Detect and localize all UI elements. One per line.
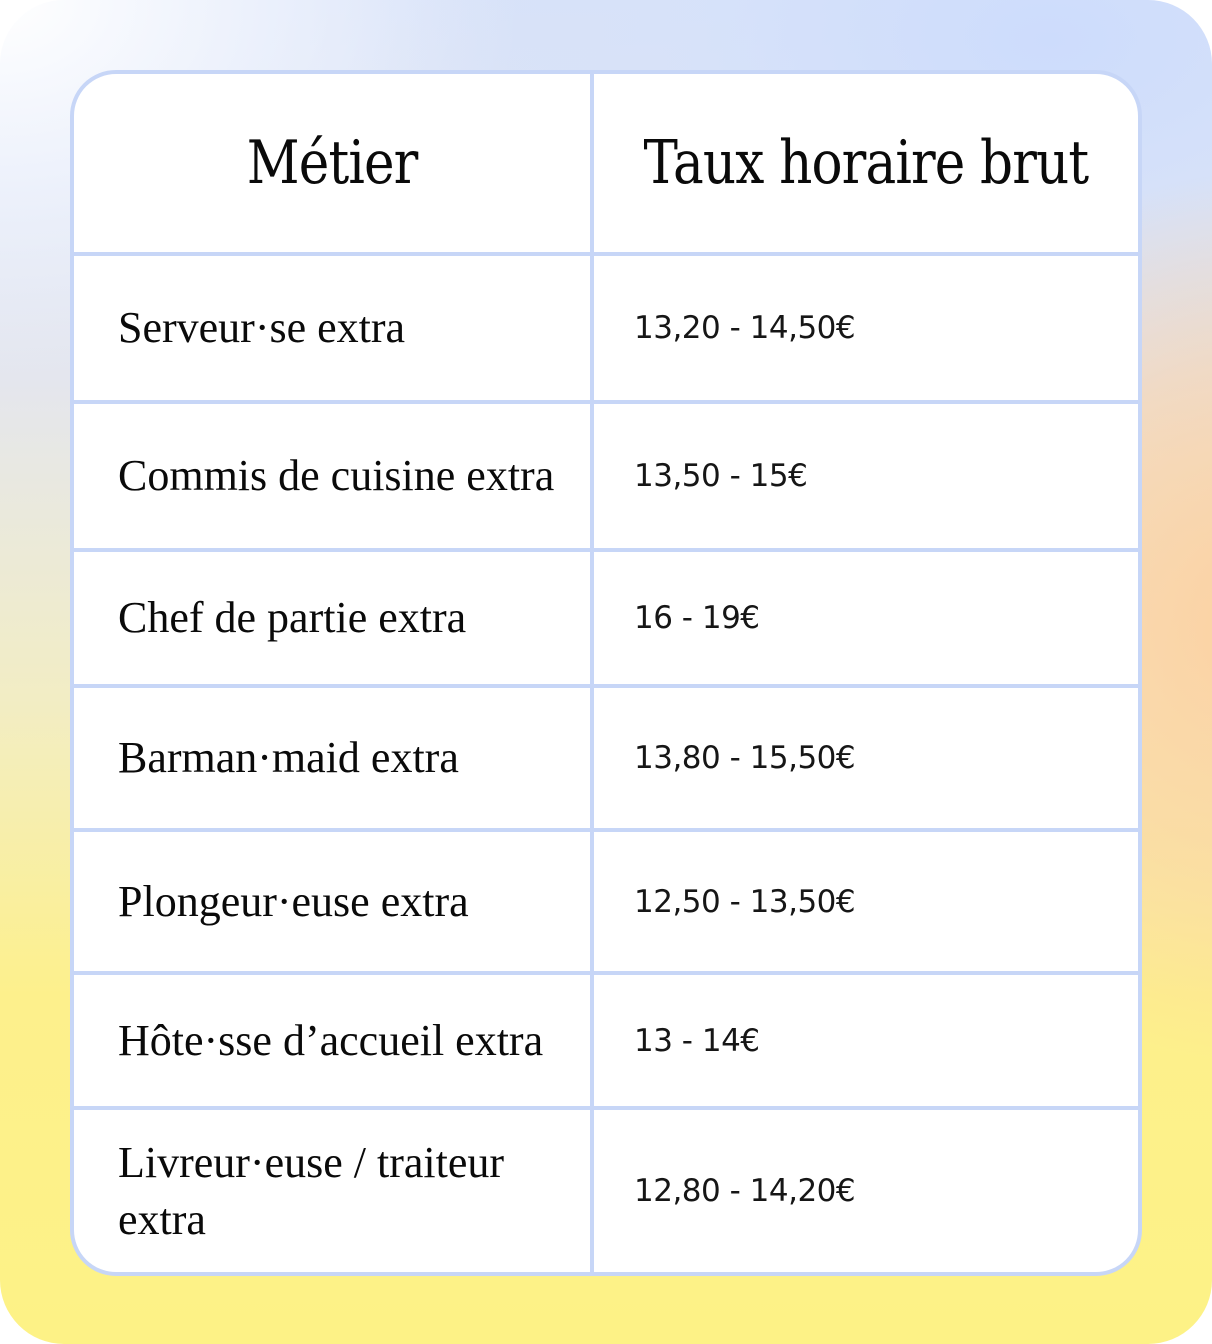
job-cell: Livreur·euse / traiteur extra: [74, 1108, 592, 1272]
rate-cell: 16 - 19€: [592, 550, 1138, 686]
rate-cell: 13,80 - 15,50€: [592, 686, 1138, 830]
job-cell: Chef de partie extra: [74, 550, 592, 686]
rates-table: [74, 74, 1138, 1272]
table-row: [74, 254, 1138, 402]
job-cell: Hôte·sse d’accueil extra: [74, 973, 592, 1108]
rates-card: [70, 70, 1142, 1276]
rate-cell: 13,20 - 14,50€: [592, 254, 1138, 402]
table-row: [74, 1108, 1138, 1272]
table-header-row: [74, 74, 1138, 254]
job-cell: Commis de cuisine extra: [74, 402, 592, 550]
job-cell: Barman·maid extra: [74, 686, 592, 830]
table-row: [74, 402, 1138, 550]
table-row: [74, 686, 1138, 830]
table-row: [74, 550, 1138, 686]
table-row: [74, 973, 1138, 1108]
job-cell: Serveur·se extra: [74, 254, 592, 402]
rate-cell: 12,80 - 14,20€: [592, 1108, 1138, 1272]
rate-cell: 13,50 - 15€: [592, 402, 1138, 550]
header-job: Métier: [110, 74, 555, 254]
job-cell: Plongeur·euse extra: [74, 830, 592, 973]
rate-cell: 12,50 - 13,50€: [592, 830, 1138, 973]
header-hourly-rate: Taux horaire brut: [630, 74, 1100, 254]
rate-cell: 13 - 14€: [592, 973, 1138, 1108]
table-row: [74, 830, 1138, 973]
